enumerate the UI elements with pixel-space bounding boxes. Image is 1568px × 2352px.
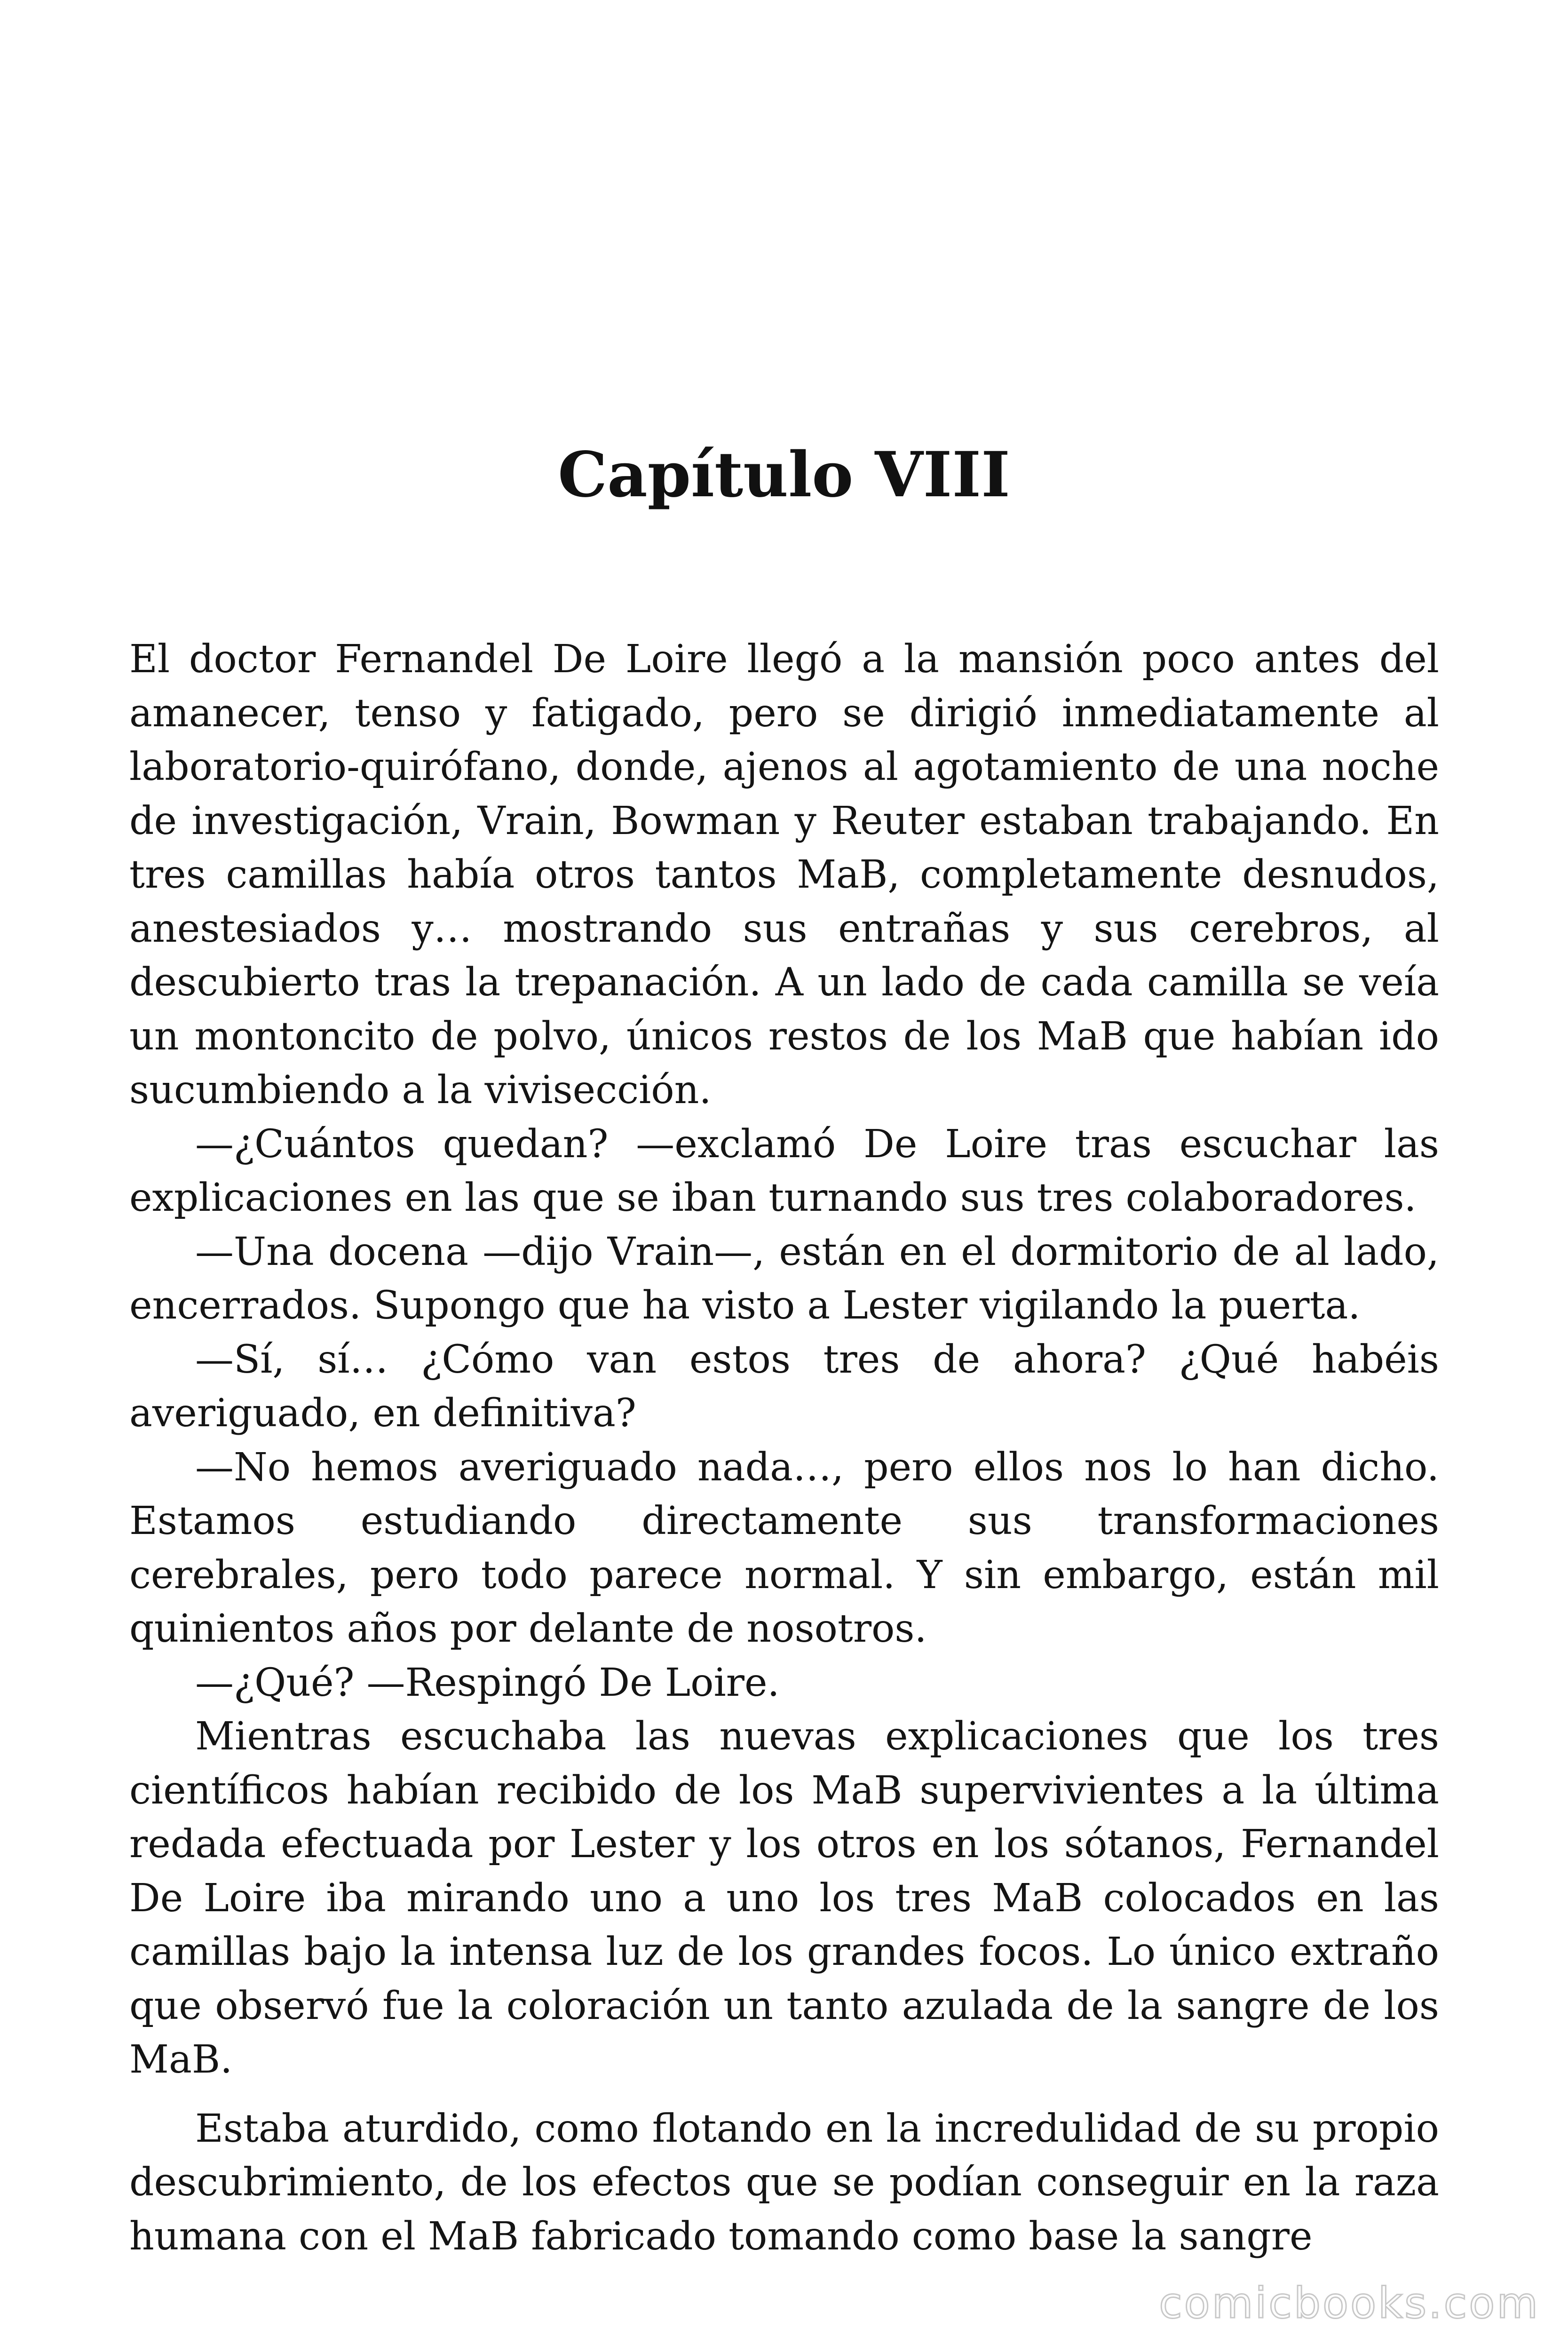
chapter-title: Capítulo VIII [558, 438, 1010, 511]
chapter-body [129, 633, 1439, 2264]
paragraph: Mientras escuchaba las nuevas explicaciones que los tres científicos habían recibido de los MaB supervivientes a la última redada efectuada por Lester y los otros en los sótanos, Fernandel De Loire iba mirando uno a uno los tres MaB colocados en las camillas bajo la intensa luz de los grandes focos. Lo único extraño que observó fue la coloración un tanto azulada de la sangre de los MaB. [129, 1714, 1439, 2082]
paragraph: —Una docena —dijo Vrain—, están en el dormitorio de al lado, encerrados. Supongo que ha visto a Lester vigilando la puerta. [129, 1229, 1439, 1328]
paragraph: El doctor Fernandel De Loire llegó a la mansión poco antes del amanecer, tenso y fatigado, pero se dirigió inmediatamente al laboratorio-quirófano, donde, ajenos al agotamiento de una noche de investigación, Vrain, Bowman y Reuter estaban trabajando. En tres camillas había otros tantos MaB, completamente desnudos, anestesiados y… mostrando sus entrañas y sus cerebros, al descubierto tras la trepanación. A un lado de cada camilla se veía un montoncito de polvo, únicos restos de los MaB que habían ido sucumbiendo a la vivisección. [129, 637, 1439, 1112]
paragraph: —No hemos averiguado nada…, pero ellos nos lo han dicho. Estamos estudiando directamente sus transformaciones cerebrales, pero todo parece normal. Y sin embargo, están mil quinientos años por delante de nosotros. [129, 1445, 1439, 1651]
watermark: comicbooks.com [1159, 2279, 1540, 2328]
paragraph: —Sí, sí… ¿Cómo van estos tres de ahora? ¿Qué habéis averiguado, en definitiva? [129, 1337, 1439, 1436]
paragraph: —¿Qué? —Respingó De Loire. [195, 1660, 780, 1705]
paragraph: Estaba aturdido, como flotando en la incredulidad de su propio descubrimiento, de los efectos que se podían conseguir en la raza humana con el MaB fabricado tomando como base la sangre [129, 2106, 1439, 2259]
paragraph: —¿Cuántos quedan? —exclamó De Loire tras escuchar las explicaciones en las que se iban turnando sus tres colaboradores. [129, 1121, 1439, 1220]
